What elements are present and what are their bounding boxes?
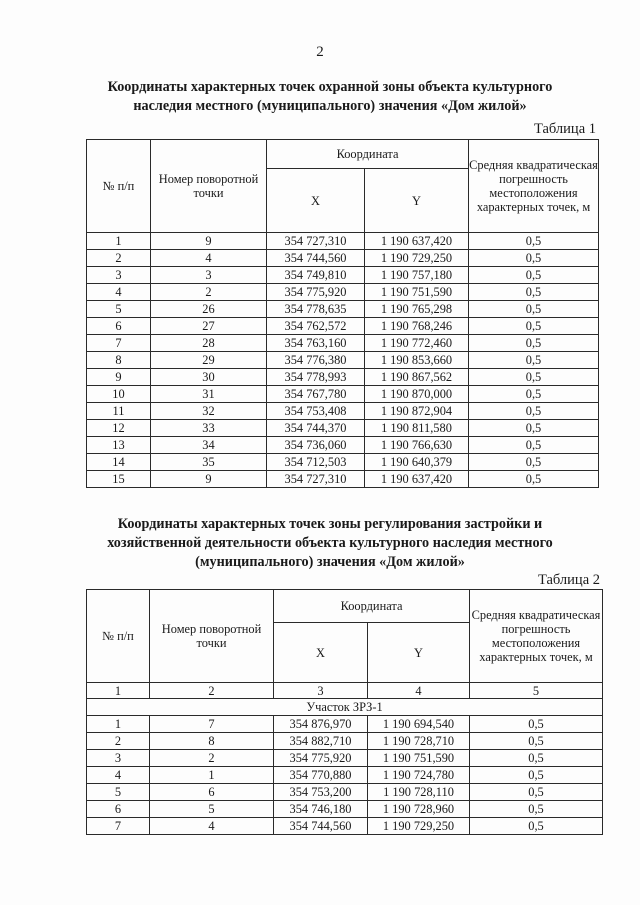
table1-cell-num: 1 bbox=[87, 233, 151, 250]
table1-title bbox=[60, 78, 600, 116]
table2-cell-x: 354 882,710 bbox=[274, 733, 368, 750]
table1-cell-x: 354 736,060 bbox=[267, 437, 365, 454]
table2-header-num: № п/п bbox=[87, 590, 150, 683]
table1-cell-y: 1 190 772,460 bbox=[365, 335, 469, 352]
table2-body bbox=[87, 716, 603, 835]
table1-row bbox=[87, 301, 599, 318]
table2-cell-point: 6 bbox=[150, 784, 274, 801]
table1-row bbox=[87, 471, 599, 488]
table1-cell-error: 0,5 bbox=[469, 471, 599, 488]
table1-cell-x: 354 749,810 bbox=[267, 267, 365, 284]
table1-row bbox=[87, 284, 599, 301]
table1-cell-num: 3 bbox=[87, 267, 151, 284]
table2-colnum: 2 bbox=[150, 683, 274, 699]
table2-cell-point: 4 bbox=[150, 818, 274, 835]
table1-cell-x: 354 727,310 bbox=[267, 233, 365, 250]
table1-row bbox=[87, 369, 599, 386]
table1-cell-x: 354 767,780 bbox=[267, 386, 365, 403]
table2-cell-y: 1 190 728,960 bbox=[368, 801, 470, 818]
table2-section-label: Участок ЗРЗ-1 bbox=[87, 699, 603, 716]
table1-row bbox=[87, 335, 599, 352]
table1-cell-x: 354 775,920 bbox=[267, 284, 365, 301]
table1-cell-point: 32 bbox=[151, 403, 267, 420]
table2-title-line: Координаты характерных точек зоны регулирования застройки и bbox=[117, 516, 543, 532]
table1-cell-y: 1 190 872,904 bbox=[365, 403, 469, 420]
table1-title-line: Координаты характерных точек охранной зоны объекта культурного bbox=[107, 79, 553, 95]
table2-cell-num: 7 bbox=[87, 818, 150, 835]
table1-cell-x: 354 776,380 bbox=[267, 352, 365, 369]
table2-cell-error: 0,5 bbox=[470, 750, 603, 767]
table1-cell-num: 4 bbox=[87, 284, 151, 301]
table2-cell-x: 354 744,560 bbox=[274, 818, 368, 835]
table1-cell-error: 0,5 bbox=[469, 284, 599, 301]
table1-cell-error: 0,5 bbox=[469, 386, 599, 403]
table2-cell-x: 354 876,970 bbox=[274, 716, 368, 733]
table2-title-line: (муниципального) значения «Дом жилой» bbox=[195, 554, 465, 570]
table1-cell-point: 2 bbox=[151, 284, 267, 301]
table1-header-num: № п/п bbox=[87, 140, 151, 233]
table1-row bbox=[87, 403, 599, 420]
table2-cell-num: 4 bbox=[87, 767, 150, 784]
table1-cell-error: 0,5 bbox=[469, 369, 599, 386]
table1-cell-num: 10 bbox=[87, 386, 151, 403]
table1-cell-x: 354 727,310 bbox=[267, 471, 365, 488]
table1-cell-num: 6 bbox=[87, 318, 151, 335]
table2-colnum: 4 bbox=[368, 683, 470, 699]
table1-cell-y: 1 190 640,379 bbox=[365, 454, 469, 471]
table1-row bbox=[87, 352, 599, 369]
table1-cell-point: 9 bbox=[151, 233, 267, 250]
table1-cell-x: 354 744,370 bbox=[267, 420, 365, 437]
table1-cell-point: 33 bbox=[151, 420, 267, 437]
table1-cell-point: 27 bbox=[151, 318, 267, 335]
table1-cell-x: 354 753,408 bbox=[267, 403, 365, 420]
table1-cell-error: 0,5 bbox=[469, 437, 599, 454]
table1-cell-error: 0,5 bbox=[469, 267, 599, 284]
table1-cell-error: 0,5 bbox=[469, 420, 599, 437]
table1-row bbox=[87, 386, 599, 403]
table1-cell-y: 1 190 757,180 bbox=[365, 267, 469, 284]
table2-header-coordinate: Координата bbox=[274, 590, 470, 623]
table2-row bbox=[87, 818, 603, 835]
table2-colnum: 1 bbox=[87, 683, 150, 699]
table1-cell-x: 354 763,160 bbox=[267, 335, 365, 352]
table1-header-error: Средняя квадратическая погрешность местоположения характерных точек, м bbox=[469, 140, 599, 233]
table1-cell-y: 1 190 811,580 bbox=[365, 420, 469, 437]
table1-cell-num: 8 bbox=[87, 352, 151, 369]
table2-cell-num: 6 bbox=[87, 801, 150, 818]
table1-cell-y: 1 190 853,660 bbox=[365, 352, 469, 369]
table2-cell-error: 0,5 bbox=[470, 784, 603, 801]
table2-row bbox=[87, 784, 603, 801]
table2-row bbox=[87, 801, 603, 818]
table1-cell-num: 13 bbox=[87, 437, 151, 454]
table1-cell-point: 29 bbox=[151, 352, 267, 369]
table1-caption: Таблица 1 bbox=[533, 121, 596, 137]
table2-cell-error: 0,5 bbox=[470, 801, 603, 818]
table1-header-point: Номер поворотной точки bbox=[151, 140, 267, 233]
table1-row bbox=[87, 250, 599, 267]
table1-cell-num: 15 bbox=[87, 471, 151, 488]
table1-cell-y: 1 190 637,420 bbox=[365, 471, 469, 488]
table2-cell-x: 354 746,180 bbox=[274, 801, 368, 818]
table1-cell-num: 2 bbox=[87, 250, 151, 267]
table2-cell-y: 1 190 728,710 bbox=[368, 733, 470, 750]
table2-cell-num: 1 bbox=[87, 716, 150, 733]
table2-cell-point: 5 bbox=[150, 801, 274, 818]
table2-title bbox=[60, 515, 600, 572]
table1-cell-point: 28 bbox=[151, 335, 267, 352]
table1-cell-point: 30 bbox=[151, 369, 267, 386]
table1-cell-error: 0,5 bbox=[469, 318, 599, 335]
table1-cell-y: 1 190 637,420 bbox=[365, 233, 469, 250]
table2-cell-y: 1 190 694,540 bbox=[368, 716, 470, 733]
table1-cell-point: 26 bbox=[151, 301, 267, 318]
table2-colnum: 5 bbox=[470, 683, 603, 699]
table1-cell-point: 35 bbox=[151, 454, 267, 471]
table2 bbox=[86, 589, 603, 835]
table1-cell-y: 1 190 729,250 bbox=[365, 250, 469, 267]
table2-title-line: хозяйственной деятельности объекта культурного наследия местного bbox=[107, 535, 553, 551]
table1-cell-x: 354 712,503 bbox=[267, 454, 365, 471]
table2-row bbox=[87, 750, 603, 767]
table1-cell-point: 3 bbox=[151, 267, 267, 284]
table2-row bbox=[87, 767, 603, 784]
table1-cell-num: 9 bbox=[87, 369, 151, 386]
table1-cell-num: 5 bbox=[87, 301, 151, 318]
table2-cell-y: 1 190 729,250 bbox=[368, 818, 470, 835]
table2-cell-x: 354 753,200 bbox=[274, 784, 368, 801]
table1-cell-error: 0,5 bbox=[469, 403, 599, 420]
table2-cell-y: 1 190 728,110 bbox=[368, 784, 470, 801]
table1-cell-y: 1 190 766,630 bbox=[365, 437, 469, 454]
table2-colnum: 3 bbox=[274, 683, 368, 699]
table1-cell-num: 12 bbox=[87, 420, 151, 437]
table1-row bbox=[87, 437, 599, 454]
table1-cell-x: 354 778,993 bbox=[267, 369, 365, 386]
table2-cell-error: 0,5 bbox=[470, 716, 603, 733]
table2-cell-num: 2 bbox=[87, 733, 150, 750]
table1-cell-error: 0,5 bbox=[469, 301, 599, 318]
table2-cell-error: 0,5 bbox=[470, 818, 603, 835]
table2-cell-y: 1 190 751,590 bbox=[368, 750, 470, 767]
table2-caption: Таблица 2 bbox=[537, 572, 600, 588]
table1-body bbox=[87, 233, 599, 488]
table1-cell-point: 4 bbox=[151, 250, 267, 267]
table1-cell-y: 1 190 867,562 bbox=[365, 369, 469, 386]
table1-cell-x: 354 762,572 bbox=[267, 318, 365, 335]
table1-cell-num: 7 bbox=[87, 335, 151, 352]
table1-cell-error: 0,5 bbox=[469, 233, 599, 250]
table1-cell-error: 0,5 bbox=[469, 352, 599, 369]
table2-cell-error: 0,5 bbox=[470, 767, 603, 784]
table1-cell-error: 0,5 bbox=[469, 335, 599, 352]
table1-row bbox=[87, 420, 599, 437]
table2-cell-point: 2 bbox=[150, 750, 274, 767]
page-number: 2 bbox=[316, 44, 324, 60]
table2-cell-x: 354 775,920 bbox=[274, 750, 368, 767]
table2-cell-point: 1 bbox=[150, 767, 274, 784]
table2-cell-y: 1 190 724,780 bbox=[368, 767, 470, 784]
table1-cell-y: 1 190 768,246 bbox=[365, 318, 469, 335]
table1-row bbox=[87, 454, 599, 471]
table1-cell-x: 354 744,560 bbox=[267, 250, 365, 267]
table1-cell-x: 354 778,635 bbox=[267, 301, 365, 318]
table1-cell-y: 1 190 751,590 bbox=[365, 284, 469, 301]
table1-title-line: наследия местного (муниципального) значения «Дом жилой» bbox=[133, 98, 527, 114]
table1-cell-num: 14 bbox=[87, 454, 151, 471]
table1-row bbox=[87, 233, 599, 250]
table1-cell-num: 11 bbox=[87, 403, 151, 420]
table2-row bbox=[87, 716, 603, 733]
table2-cell-error: 0,5 bbox=[470, 733, 603, 750]
table2-header-error: Средняя квадратическая погрешность местоположения характерных точек, м bbox=[470, 590, 603, 683]
table2-header-point: Номер поворотной точки bbox=[150, 590, 274, 683]
table1-cell-point: 34 bbox=[151, 437, 267, 454]
table2-cell-num: 5 bbox=[87, 784, 150, 801]
table2-row bbox=[87, 733, 603, 750]
table2-cell-num: 3 bbox=[87, 750, 150, 767]
table1-cell-y: 1 190 765,298 bbox=[365, 301, 469, 318]
table1-row bbox=[87, 267, 599, 284]
table1-cell-error: 0,5 bbox=[469, 250, 599, 267]
table1-cell-error: 0,5 bbox=[469, 454, 599, 471]
table1-header-x: X bbox=[267, 169, 365, 233]
table1-header-coordinate: Координата bbox=[267, 140, 469, 169]
table2-header-y: Y bbox=[368, 623, 470, 683]
table1-header-y: Y bbox=[365, 169, 469, 233]
table1-cell-point: 9 bbox=[151, 471, 267, 488]
table1-cell-point: 31 bbox=[151, 386, 267, 403]
table1-row bbox=[87, 318, 599, 335]
table2-cell-point: 8 bbox=[150, 733, 274, 750]
table2-cell-x: 354 770,880 bbox=[274, 767, 368, 784]
table1-cell-y: 1 190 870,000 bbox=[365, 386, 469, 403]
table2-header-x: X bbox=[274, 623, 368, 683]
table1 bbox=[86, 139, 599, 488]
table2-cell-point: 7 bbox=[150, 716, 274, 733]
